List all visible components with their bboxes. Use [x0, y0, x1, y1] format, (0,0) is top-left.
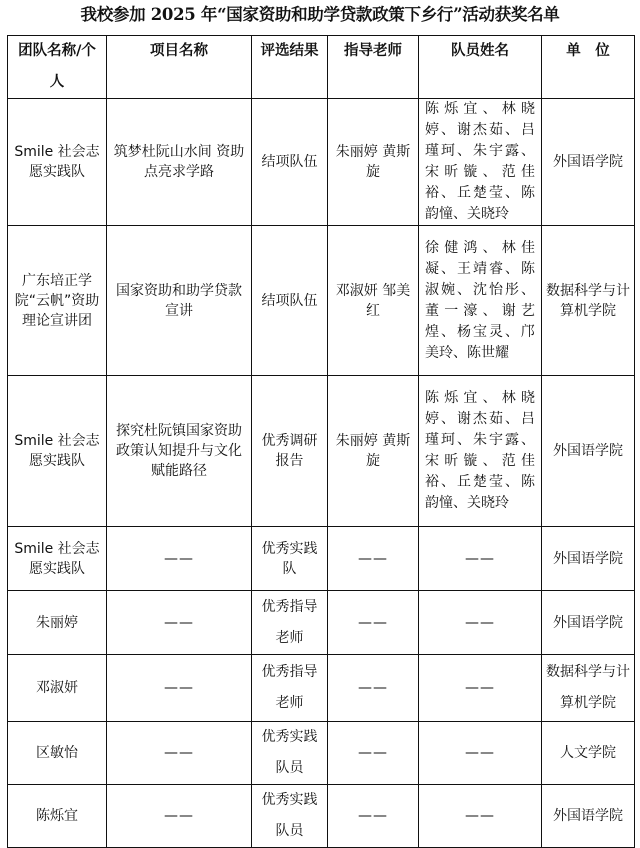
cell-team: 广东培正学院“云帆”资助理论宣讲团	[8, 226, 107, 376]
document-title: 我校参加 2025 年“国家资助和助学贷款政策下乡行”活动获奖名单	[80, 5, 560, 24]
cell-team: Smile 社会志愿实践队	[8, 376, 107, 527]
cell-team: Smile 社会志愿实践队	[8, 527, 107, 591]
cell-advisors: ——	[328, 591, 419, 655]
header-advisors: 指导老师	[328, 36, 419, 99]
table-row	[8, 591, 635, 655]
cell-members: ——	[419, 655, 542, 722]
cell-project: 筑梦杜阮山水间 资助点亮求学路	[107, 99, 252, 226]
cell-members: 陈烁宜、林晓婷、谢杰茹、吕瑾珂、朱宇露、宋昕镟、范佳裕、丘楚莹、陈韵憧、关晓玲	[419, 376, 542, 527]
cell-advisors: 邓淑妍 邹美红	[328, 226, 419, 376]
cell-advisors: ——	[328, 527, 419, 591]
cell-advisors: 朱丽婷 黄斯旋	[328, 99, 419, 226]
cell-unit: 外国语学院	[542, 376, 635, 527]
cell-result: 结项队伍	[252, 226, 328, 376]
cell-advisors: ——	[328, 655, 419, 722]
cell-unit: 数据科学与计算机学院	[542, 655, 635, 722]
cell-unit: 外国语学院	[542, 591, 635, 655]
cell-result: 优秀指导老师	[252, 591, 328, 655]
cell-result: 优秀指导老师	[252, 655, 328, 722]
cell-members: 徐健鸿、林佳凝、王靖睿、陈淑婉、沈怡彤、董一濠、谢艺煌、杨宝灵、邝美玲、陈世耀	[419, 226, 542, 376]
cell-team: 区敏怡	[8, 722, 107, 785]
cell-project: ——	[107, 722, 252, 785]
cell-members: ——	[419, 527, 542, 591]
cell-unit: 外国语学院	[542, 785, 635, 848]
cell-members: 陈烁宜、林晓婷、谢杰茹、吕瑾珂、朱宇露、宋昕镟、范佳裕、丘楚莹、陈韵憧、关晓玲	[419, 99, 542, 226]
cell-unit: 外国语学院	[542, 527, 635, 591]
cell-unit: 外国语学院	[542, 99, 635, 226]
cell-team: 陈烁宜	[8, 785, 107, 848]
header-unit: 单 位	[542, 36, 635, 99]
header-team: 团队名称/个人	[8, 36, 107, 99]
cell-result: 结项队伍	[252, 99, 328, 226]
cell-members: ——	[419, 591, 542, 655]
cell-members: ——	[419, 722, 542, 785]
cell-team: 邓淑妍	[8, 655, 107, 722]
table-row	[8, 785, 635, 848]
header-project: 项目名称	[107, 36, 252, 99]
table-row	[8, 226, 635, 376]
cell-result: 优秀实践队员	[252, 785, 328, 848]
cell-result: 优秀实践队员	[252, 722, 328, 785]
cell-advisors: 朱丽婷 黄斯旋	[328, 376, 419, 527]
cell-result: 优秀实践队	[252, 527, 328, 591]
table-row	[8, 527, 635, 591]
header-result: 评选结果	[252, 36, 328, 99]
table-row	[8, 99, 635, 226]
cell-advisors: ——	[328, 785, 419, 848]
cell-project: 国家资助和助学贷款宣讲	[107, 226, 252, 376]
header-row	[8, 36, 635, 99]
cell-team: Smile 社会志愿实践队	[8, 99, 107, 226]
cell-result: 优秀调研报告	[252, 376, 328, 527]
awards-table	[7, 35, 635, 848]
table-row	[8, 722, 635, 785]
table-row	[8, 655, 635, 722]
cell-project: ——	[107, 785, 252, 848]
table-row	[8, 376, 635, 527]
header-members: 队员姓名	[419, 36, 542, 99]
cell-unit: 人文学院	[542, 722, 635, 785]
cell-project: ——	[107, 591, 252, 655]
cell-project: ——	[107, 527, 252, 591]
cell-members: ——	[419, 785, 542, 848]
cell-unit: 数据科学与计算机学院	[542, 226, 635, 376]
cell-project: ——	[107, 655, 252, 722]
cell-team: 朱丽婷	[8, 591, 107, 655]
cell-project: 探究杜阮镇国家资助政策认知提升与文化赋能路径	[107, 376, 252, 527]
cell-advisors: ——	[328, 722, 419, 785]
